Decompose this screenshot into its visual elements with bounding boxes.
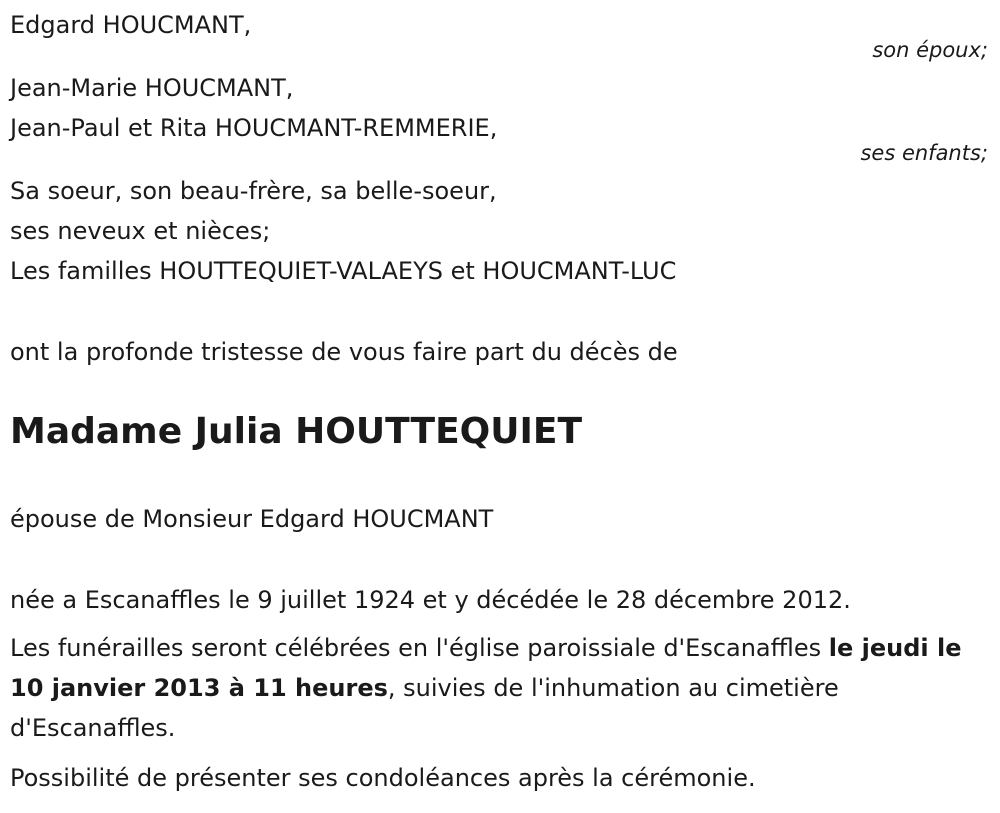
deceased-spouse-line: épouse de Monsieur Edgard HOUCMANT [10,505,494,533]
spouse-name: Edgard HOUCMANT, [10,11,252,39]
children-role: ses enfants; [860,141,988,165]
funeral-text-before: Les funérailles seront célébrées en l'église paroissiale d'Escanaffles [10,634,829,662]
funeral-paragraph [10,628,985,748]
child-name-1: Jean-Marie HOUCMANT, [10,74,294,102]
condolences-line: Possibilité de présenter ses condoléances après la cérémonie. [10,764,756,792]
funeral-text-after: , suivies de l'inhumation au cimetière d'Escanaffles. [10,674,839,742]
relatives-line-3: Les familles HOUTTEQUIET-VALAEYS et HOUCMANT-LUC [10,257,677,285]
deceased-name: Madame Julia HOUTTEQUIET [10,411,583,452]
funeral-date: le jeudi le 10 janvier 2013 à 11 heures [10,634,962,702]
spouse-role: son époux; [872,38,988,62]
birth-death-line: née a Escanaffles le 9 juillet 1924 et y décédée le 28 décembre 2012. [10,586,851,614]
child-name-2: Jean-Paul et Rita HOUCMANT-REMMERIE, [10,114,498,142]
announcement-text: ont la profonde tristesse de vous faire part du décès de [10,338,678,366]
relatives-line-1: Sa soeur, son beau-frère, sa belle-soeur, [10,177,497,205]
relatives-line-2: ses neveux et nièces; [10,217,271,245]
